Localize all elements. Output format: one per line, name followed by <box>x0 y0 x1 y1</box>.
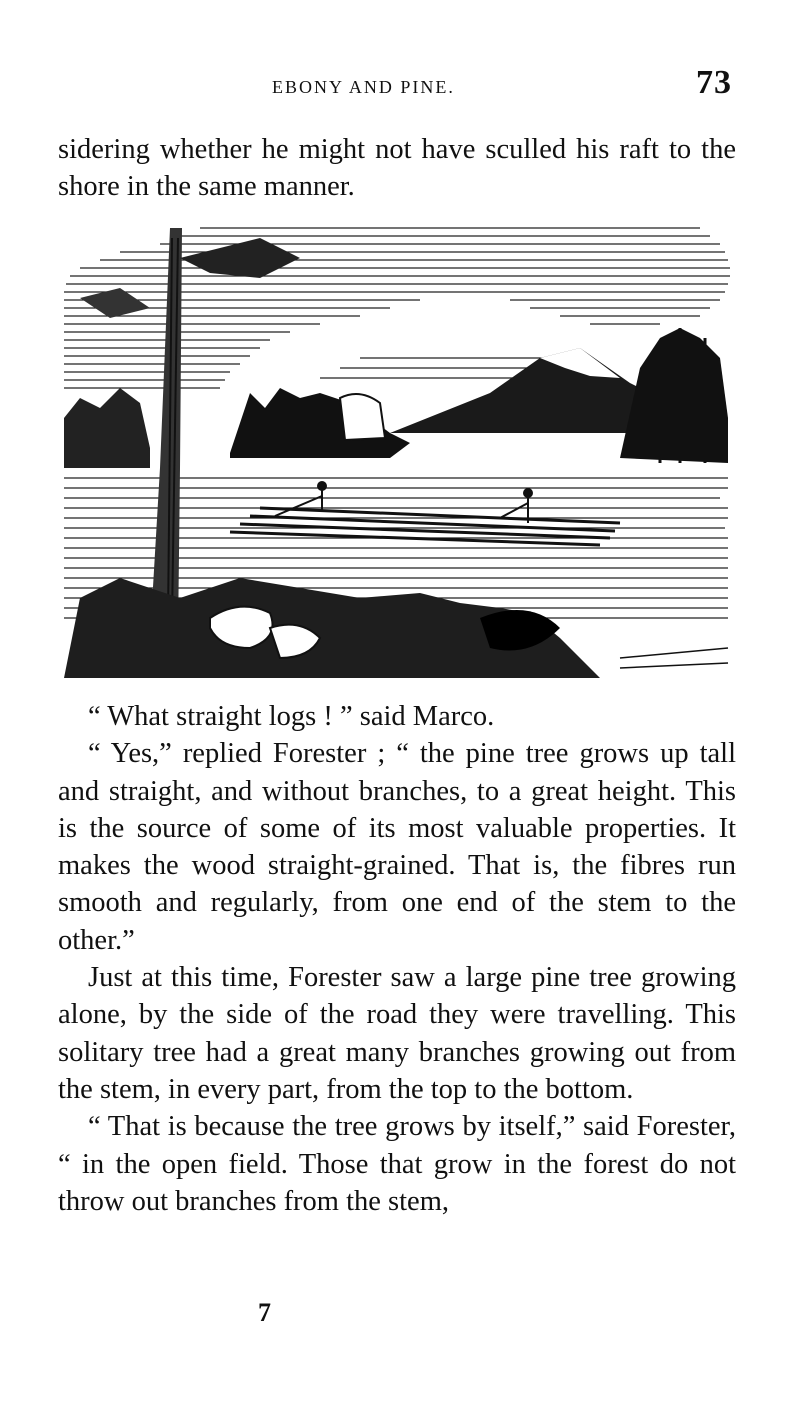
river-raft-engraving <box>60 218 732 678</box>
running-title: EBONY AND PINE. <box>272 77 455 97</box>
signature-mark: 7 <box>258 1298 271 1327</box>
top-text-block <box>58 131 736 206</box>
continuation-paragraph: sidering whether he might not have sculled his raft to the shore in the same manner. <box>58 134 736 203</box>
body-paragraph: Just at this time, Forester saw a large pine tree growing alone, by the side of the road they were travelling. This solitary tree had a great many branches growing out from the stem, in every part, from the top to the bottom. <box>58 962 736 1105</box>
body-text-block <box>58 698 736 1220</box>
page-number: 73 <box>696 64 732 101</box>
body-paragraph: “ What straight logs ! ” said Marco. <box>88 701 495 732</box>
body-paragraph: “ Yes,” replied Forester ; “ the pine tree grows up tall and straight, and without branches, to a great height. This is the source of some of its most valuable properties. It makes the wood straight-grained. That is, the fibres run smooth and regularly, from one end of the stem to the other.” <box>58 738 736 956</box>
body-paragraph: “ That is because the tree grows by itself,” said Forester, “ in the open field. Those that grow in the forest do not throw out branches from the stem, <box>58 1111 736 1217</box>
